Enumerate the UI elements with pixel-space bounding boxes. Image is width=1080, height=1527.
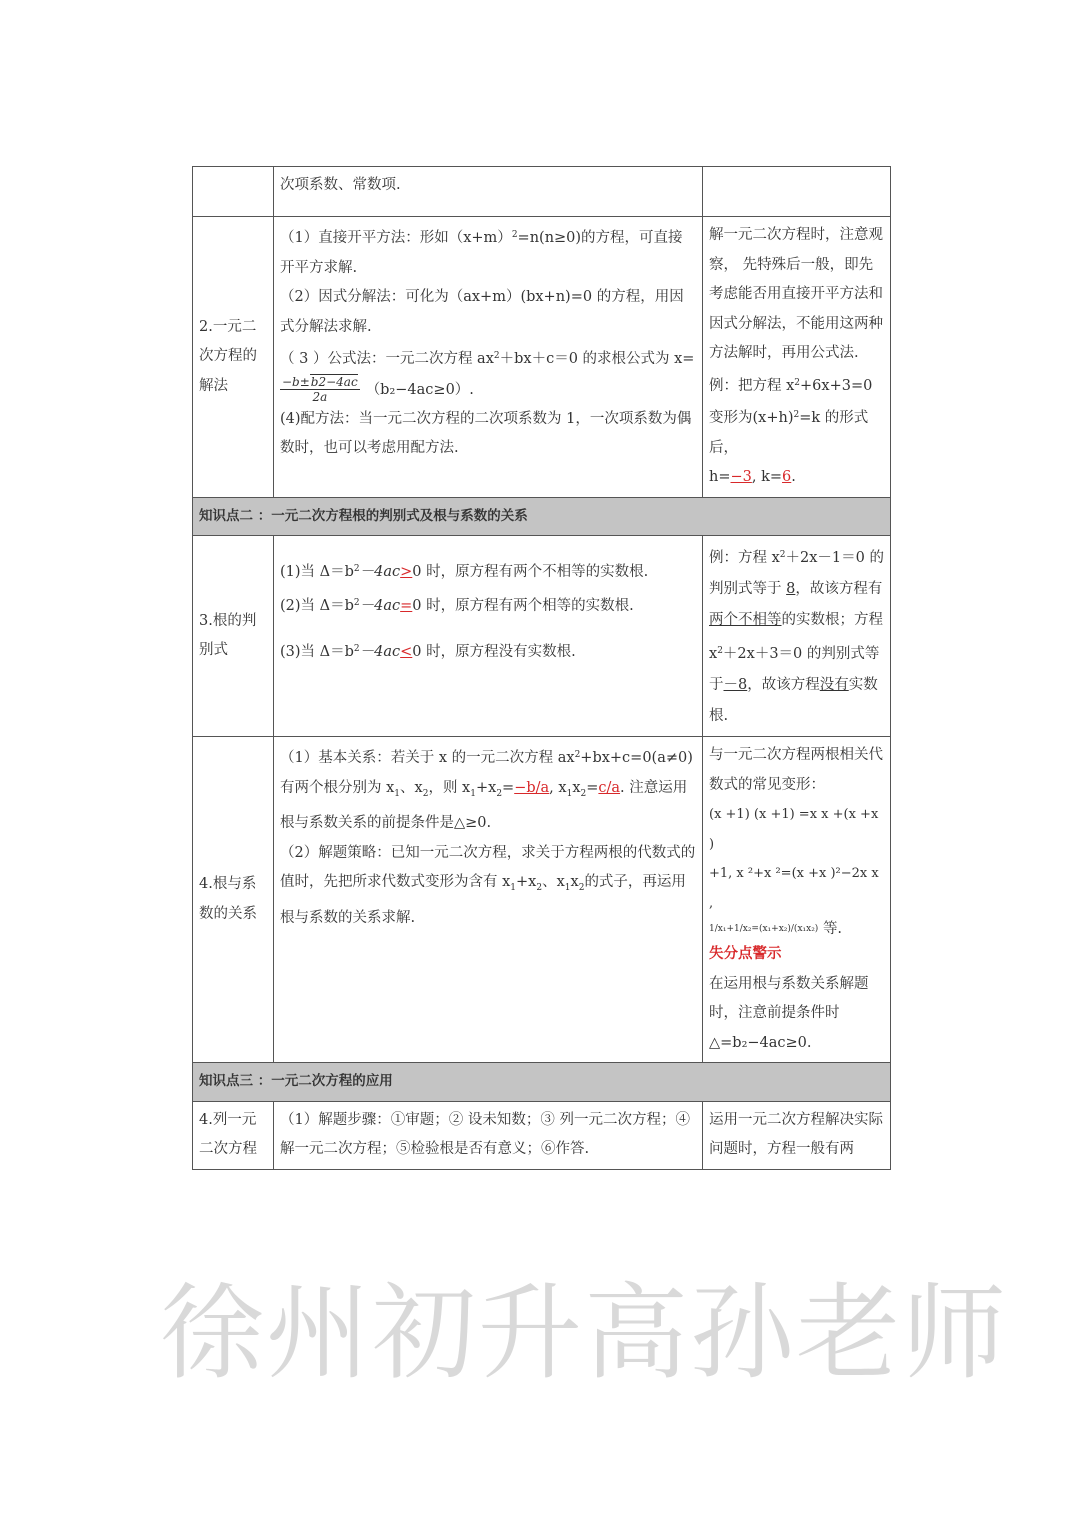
subscript: 2 [536,883,543,893]
discriminant-case-2 [280,588,696,622]
case-text: (1)当 Δ＝b [280,564,354,580]
note-cell [703,167,891,217]
case-expr: －4ac [359,598,401,614]
case-expr: －4ac [359,644,401,660]
superscript: 2 [353,564,360,574]
answer-value: 8 [786,581,796,597]
discriminant-case-3 [280,634,696,668]
subscript: 2 [578,883,585,893]
method-1 [280,221,696,283]
strategy-text: （2）解题策略：已知一元二次方程，求关于方程两根的代数式的值时，先把所求代数式变形为含有 x [280,844,696,890]
superscript: 2 [511,230,518,240]
method-1-text-end: =n(n≥0)的方程，可直接开平方求解. [280,230,683,276]
example-post: =k 的形式后， [709,410,869,456]
strategy-text: 的式子，再运用根与系数的关系求解. [280,874,686,926]
answer-value: 没有 [819,677,849,693]
table-row [193,536,891,737]
case-symbol: = [400,598,413,614]
row-label: 4.列一元二次方程 [199,1111,257,1157]
note-cell [703,536,891,737]
example-text: ，故该方程 [747,677,820,693]
method-3-text-end: ＋bx＋c＝0 的求根公式为 x= [499,351,695,367]
case-result: 0 时，原方程有两个不相等的实数根. [412,564,649,580]
row-label: 4.根与系数的关系 [199,876,257,922]
example-answer [709,463,884,493]
relation-text: = [586,779,599,796]
section-header-row [193,497,891,536]
subscript: 1 [510,883,517,893]
strategy-text: x [570,874,579,890]
superscript: 2 [794,377,801,388]
table-row [193,167,891,217]
method-2: （2）因式分解法：可化为（ax+m）(bx+n)=0 的方程，用因式分解法求解. [280,289,684,335]
content-text: （1）解题步骤：①审题；② 设未知数；③ 列一元二次方程；④解一元二次方程；⑤检验根是否有意义；⑥作答. [280,1111,690,1157]
section-header-row [193,1063,891,1102]
note-cell [703,1101,891,1169]
note-cell [703,217,891,498]
note-text: 与一元二次方程两根相关代数式的常见变形： [709,747,883,793]
case-result: 0 时，原方程有两个相等的实数根. [412,598,634,614]
method-3 [280,342,696,375]
transform-line-2: +1, x ²+x ²=(x +x )²−2x x , [709,866,879,911]
row-label-cell [193,536,274,737]
method-1-text: （1）直接开平方法：形如（x+m） [280,230,512,246]
discriminant-case-1 [280,554,696,588]
product-of-roots: c/a [598,779,621,796]
solving-strategy [280,839,696,934]
knowledge-table [192,166,891,1170]
watermark-text: 徐州初升高孙老师 [160,1272,1009,1394]
reciprocal-sum-formula: 1/x₁+1/x₂=(x₁+x₂)/(x₁x₂) [709,923,819,934]
content-cell [274,1101,703,1169]
subscript: 2 [496,788,503,799]
case-text: (2)当 Δ＝b [280,598,354,614]
example-pre: 例：把方程 x [709,377,795,394]
formula-numerator [280,375,360,390]
note-cell [703,737,891,1063]
method-4: (4)配方法：当一元二次方程的二次项系数为 1，一次项系数为偶数时，也可以考虑用配方法. [280,410,692,456]
superscript: 2 [574,750,581,760]
table-row [193,737,891,1063]
subscript: 1 [470,788,476,799]
row-label: 3.根的判别式 [199,612,257,658]
row-label-cell [193,167,274,217]
strategy-text: +x [516,874,537,890]
superscript: 2 [793,410,800,420]
example-text: ＋2x＋3＝0 的判别式等于 [709,646,880,693]
content-cell [274,217,703,498]
subscript: 1 [394,788,401,799]
table-row [193,1101,891,1169]
relation-text: +x [475,779,497,796]
section-header: 知识点三 ：一元二次方程的应用 [193,1063,891,1102]
row-label: 2.一元二次方程的解法 [199,318,257,394]
formula-denominator: 2a [312,390,328,404]
relation-text: . 注意运用根与系数关系的前提条件是△≥0. [280,779,688,831]
answer-end: . [791,469,796,485]
row-label-cell [193,1101,274,1169]
superscript: 2 [353,644,360,654]
answer-label-k: , k= [751,469,783,485]
example-mid: +6x+3=0 变形为(x+h) [709,377,873,426]
row-label-cell [193,737,274,1063]
answer-value: 两个不相等 [709,612,782,628]
relation-text: = [502,779,515,796]
warning-text: 在运用根与系数关系解题时，注意前提条件时△=b₂−4ac≥0. [709,975,869,1051]
example-text [709,369,884,464]
content-text: 次项系数、常数项. [280,177,401,193]
answer-value: －8 [723,677,748,693]
case-expr: －4ac [359,564,401,580]
superscript: 2 [779,550,786,560]
case-result: 0 时，原方程没有实数根. [412,644,576,660]
relation-text: （1）基本关系：若关于 x 的一元二次方程 ax [280,750,575,766]
quadratic-formula [280,375,696,405]
case-symbol: > [400,564,413,580]
basic-relation [280,741,696,839]
warning-title: 失分点警示 [709,946,782,962]
sum-of-roots: −b/a [514,779,550,796]
relation-text: , x [549,779,567,796]
relation-text: x [572,779,581,796]
subscript: 1 [564,883,571,893]
answer-label-h: h= [709,469,731,485]
example-text: ＋2x－1＝0 的判别式等于 [709,550,884,597]
relation-text: +bx+c=0(a≠0)有两个根分别为 x [280,750,693,796]
example-text: ，故该方程有 [795,581,883,597]
numerator-text: −b± [282,375,310,389]
superscript: 2 [717,646,723,656]
formula-condition: （b₂−4ac≥0）. [365,381,474,398]
subscript: 2 [422,788,429,799]
table-row [193,217,891,498]
strategy-text: 、x [542,874,565,890]
row-label-cell [193,217,274,498]
answer-value-h: −3 [730,469,752,485]
example-text: 例：方程 x [709,550,780,566]
answer-value-k: 6 [782,469,792,485]
example-text: 实数根. [709,677,878,724]
relation-text: 、x [400,779,423,796]
transform-end: 等. [822,921,843,937]
superscript: 2 [353,598,360,608]
content-cell [274,737,703,1063]
content-cell [274,167,703,217]
section-header: 知识点二 ：一元二次方程根的判别式及根与系数的关系 [193,497,891,536]
case-symbol: < [400,644,413,660]
subscript: 2 [580,788,587,799]
content-cell [274,536,703,737]
transform-line-1: (x +1) (x +1) =x x +(x +x ) [709,807,879,852]
subscript: 1 [566,788,573,799]
relation-text: ，则 x [428,779,471,796]
method-3-text: （ 3 ）公式法：一元二次方程 ax [280,351,494,367]
superscript: 2 [493,351,500,361]
formula-fraction [280,375,360,404]
transform-line-3 [709,918,884,940]
sqrt-expression: b2−4ac [310,375,358,389]
note-text: 运用一元二次方程解决实际问题时，方程一般有两 [709,1111,883,1157]
note-text: 解一元二次方程时，注意观察， 先特殊后一般，即先考虑能否用直接开平方法和因式分解法，不能用这两种方法解时，再用公式法. [709,227,883,361]
example-text: 的实数根；方程 x [709,612,883,662]
case-text: (3)当 Δ＝b [280,644,354,660]
